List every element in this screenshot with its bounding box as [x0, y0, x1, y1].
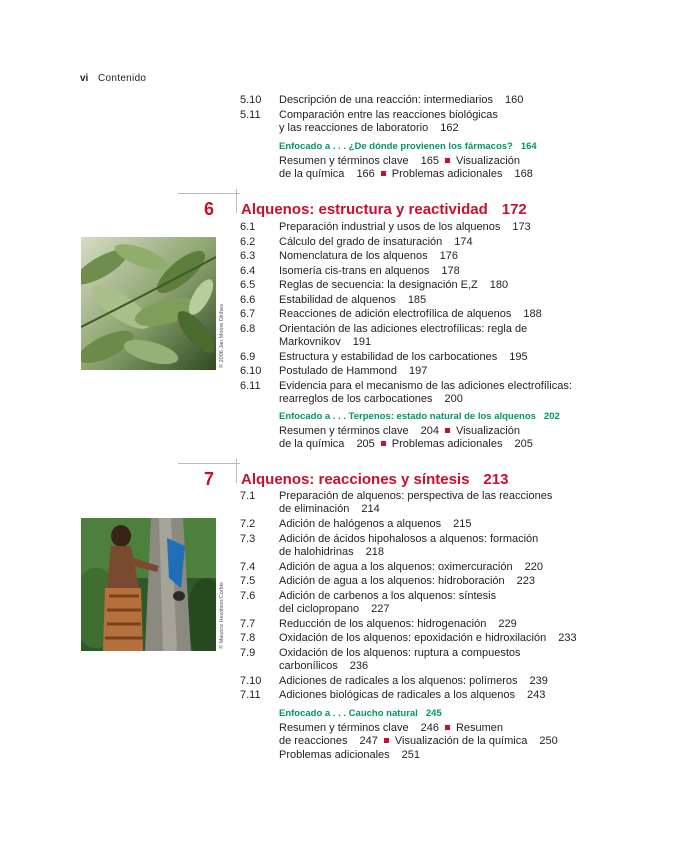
end-matter-label: Resumen — [455, 721, 504, 734]
toc-entry-page: 233 — [558, 632, 577, 644]
toc-entry-page: 173 — [512, 221, 531, 233]
end-matter-label: de la química — [279, 168, 345, 180]
toc-entry-line: Adiciones de radicales a los alquenos: polímeros 239 — [279, 674, 548, 687]
toc-entry-number: 7.8 — [240, 632, 256, 644]
focus-feature-text: Enfocado a . . . Caucho natural — [279, 707, 418, 719]
toc-entry-number: 7.5 — [240, 575, 256, 587]
toc-entry-number: 5.11 — [240, 108, 261, 121]
end-matter-label: Resumen y términos clave — [279, 424, 409, 437]
toc-entry-number: 6.7 — [240, 308, 256, 320]
toc-entry-number: 6.8 — [240, 322, 256, 335]
toc-entry-number: 7.2 — [240, 518, 256, 530]
end-matter-label: Problemas adicionales — [391, 438, 503, 450]
toc-entry-line: Comparación entre las reacciones biológicas — [279, 108, 498, 121]
toc-entry-line: de eliminación 214 — [279, 503, 380, 515]
toc-entry-line: Nomenclatura de los alquenos 176 — [279, 250, 458, 262]
toc-entry-line: Adición de agua a los alquenos: hidroboración 223 — [279, 575, 536, 587]
toc-entry-line: y las reacciones de laboratorio 162 — [279, 121, 459, 134]
toc-entry-text — [279, 279, 508, 292]
toc-entry-line: Adición de agua a los alquenos: oximercuración 220 — [279, 560, 543, 573]
toc-entry-number: 7.9 — [240, 646, 256, 659]
toc-entry-number: 7.1 — [240, 490, 256, 502]
chapter-6-photo-leaves — [81, 237, 216, 370]
end-matter-page: 205 — [356, 438, 375, 450]
end-matter-line[interactable] — [279, 749, 420, 762]
toc-entry-line: Oxidación de los alquenos: ruptura a compuestos — [279, 646, 521, 659]
focus-feature[interactable] — [279, 411, 560, 422]
toc-entry-text — [279, 380, 572, 406]
toc-entry-number: 6.11 — [240, 379, 261, 392]
focus-feature-text: Enfocado a . . . Terpenos: estado natural de los alquenos — [279, 410, 536, 422]
toc-entry-line: Postulado de Hammond 197 — [279, 365, 428, 377]
toc-entry-text — [279, 365, 427, 378]
toc-entry-line: Adición de ácidos hipohalosos a alquenos: formación — [279, 532, 539, 545]
toc-entry-page: 176 — [439, 250, 458, 262]
running-header-title: Contenido — [98, 73, 147, 84]
toc-entry-page: 236 — [349, 659, 369, 672]
toc-entry-text — [279, 323, 527, 349]
toc-entry-text — [279, 221, 531, 234]
toc-entry-number: 6.5 — [240, 279, 256, 291]
chapter-7-photo-credit: © Maurice Hewitson/Corbis — [219, 582, 225, 649]
chapter-6-page: 172 — [501, 201, 527, 218]
chapter-7-page: 213 — [483, 471, 509, 488]
toc-entry-page: 227 — [371, 602, 390, 615]
toc-entry-page: 243 — [527, 689, 546, 701]
page-numeral: vi — [80, 73, 89, 84]
toc-entry-page: 223 — [516, 575, 536, 587]
toc-entry-line: carbonílicos 236 — [279, 659, 369, 672]
toc-entry-text — [279, 647, 521, 673]
end-matter-label: Visualización — [455, 424, 520, 437]
end-matter-line[interactable] — [279, 155, 520, 168]
toc-entry-text — [279, 632, 577, 645]
toc-entry-line: Adición de carbenos a los alquenos: síntesis — [279, 589, 497, 602]
end-matter-page: 251 — [401, 748, 421, 761]
toc-entry-text — [279, 294, 426, 307]
chapter-7-title-text: Alquenos: reacciones y síntesis — [241, 471, 470, 488]
toc-entry-number: 5.10 — [240, 94, 262, 106]
focus-feature[interactable] — [279, 141, 537, 152]
focus-feature[interactable] — [279, 708, 442, 719]
toc-entry-text — [279, 561, 543, 574]
toc-entry-number: 6.3 — [240, 250, 256, 262]
toc-entry-line: Reducción de los alquenos: hidrogenación 229 — [279, 617, 517, 630]
chapter-7-number: 7 — [204, 469, 215, 489]
end-matter-page: 165 — [420, 154, 439, 167]
chapter-6-photo-credit: © 2006 Jan Moore Dinhes — [219, 304, 225, 368]
toc-entry-number: 7.4 — [240, 560, 256, 573]
end-matter-page: 205 — [514, 438, 533, 450]
toc-entry-page: 195 — [509, 350, 528, 363]
toc-entry-line: Adiciones biológicas de radicales a los alquenos 243 — [279, 689, 546, 701]
toc-entry-number: 7.7 — [240, 617, 256, 630]
toc-entry-page: 178 — [441, 264, 460, 277]
toc-entry-number: 6.6 — [240, 293, 256, 306]
toc-entry-line: Preparación de alquenos: perspectiva de las reacciones — [279, 490, 553, 502]
red-square-bullet-icon — [445, 158, 450, 163]
toc-entry-page: 180 — [489, 279, 509, 291]
chapter-7-rule-vertical — [236, 459, 237, 483]
toc-entry-page: 174 — [454, 235, 473, 248]
toc-entry-text — [279, 533, 538, 559]
toc-entry-page: 197 — [409, 365, 428, 377]
end-matter-label: Visualización de la química — [394, 735, 528, 747]
focus-feature-text: Enfocado a . . . ¿De dónde provienen los fármacos? — [279, 140, 513, 152]
toc-entry-page: 191 — [352, 335, 372, 348]
focus-feature-page: 164 — [520, 140, 537, 152]
end-matter-line[interactable] — [279, 425, 520, 438]
toc-entry-page: 188 — [523, 308, 542, 320]
red-square-bullet-icon — [381, 171, 386, 176]
toc-entry-line: Reacciones de adición electrofílica de alquenos 188 — [279, 308, 542, 320]
toc-entry-line: Descripción de una reacción: intermediarios 160 — [279, 94, 524, 106]
toc-entry-line: Orientación de las adiciones electrofílicas: regla de — [279, 322, 528, 335]
toc-entry-number: 6.9 — [240, 350, 256, 363]
focus-feature-page: 245 — [425, 707, 442, 719]
toc-entry-number: 6.2 — [240, 235, 256, 248]
toc-entry-text — [279, 94, 523, 107]
toc-entry-number: 7.11 — [240, 689, 261, 701]
end-matter-label: de la química — [279, 438, 345, 450]
toc-entry-line: Estructura y estabilidad de los carbocationes 195 — [279, 350, 528, 363]
toc-entry-number: 7.10 — [240, 674, 262, 687]
end-matter-page: 250 — [539, 735, 558, 747]
toc-entry-text — [279, 518, 471, 531]
toc-entry-line: Adición de halógenos a alquenos 215 — [279, 518, 472, 530]
toc-entry-page: 218 — [365, 545, 384, 558]
toc-entry-line: Evidencia para el mecanismo de las adiciones electrofílicas: — [279, 379, 572, 392]
toc-entry-text — [279, 250, 458, 263]
toc-entry-text — [279, 575, 535, 588]
chapter-6-rule-horizontal — [178, 193, 240, 194]
toc-entry-page: 185 — [407, 293, 427, 306]
end-matter-label: de reacciones — [279, 735, 348, 747]
toc-entry-number: 6.1 — [240, 221, 256, 233]
toc-entry-line: rearreglos de los carbocationes 200 — [279, 392, 463, 405]
toc-entry-text — [279, 590, 496, 616]
end-matter-line[interactable] — [279, 722, 503, 735]
red-square-bullet-icon — [445, 725, 450, 730]
toc-entry-text — [279, 351, 528, 364]
end-matter-label: Resumen y términos clave — [279, 721, 409, 734]
toc-entry-line: del ciclopropano 227 — [279, 602, 390, 615]
toc-entry-number: 6.10 — [240, 365, 262, 377]
end-matter-label: Visualización — [455, 154, 520, 167]
end-matter-page: 168 — [514, 168, 533, 180]
end-matter-label: Problemas adicionales — [391, 168, 503, 180]
toc-entry-page: 162 — [440, 121, 459, 134]
focus-feature-page: 202 — [543, 410, 560, 422]
toc-entry-line: Isomería cis-trans en alquenos 178 — [279, 264, 460, 277]
toc-entry-number: 7.3 — [240, 532, 256, 545]
toc-entry-number: 6.4 — [240, 264, 256, 277]
end-matter-line[interactable] — [279, 438, 533, 451]
toc-entry-text — [279, 618, 517, 631]
toc-entry-number: 7.6 — [240, 589, 256, 602]
toc-entry-text — [279, 265, 460, 278]
toc-entry-page: 200 — [444, 392, 463, 405]
toc-entry-page: 220 — [524, 560, 543, 573]
toc-entry-text — [279, 689, 545, 702]
toc-entry-text — [279, 308, 542, 321]
toc-entry-line: Cálculo del grado de insaturación 174 — [279, 235, 473, 248]
toc-entry-page: 229 — [498, 617, 517, 630]
toc-entry-text — [279, 236, 473, 249]
end-matter-line[interactable] — [279, 168, 533, 181]
toc-entry-text — [279, 490, 552, 516]
toc-entry-line: Oxidación de los alquenos: epoxidación e hidroxilación 233 — [279, 632, 577, 644]
toc-entry-line: Estabilidad de alquenos 185 — [279, 293, 427, 306]
chapter-6-title[interactable] — [241, 201, 527, 218]
toc-entry-line: de halohidrinas 218 — [279, 545, 384, 558]
chapter-6-number: 6 — [204, 199, 215, 219]
red-square-bullet-icon — [384, 738, 389, 743]
red-square-bullet-icon — [381, 441, 386, 446]
toc-entry-line: Reglas de secuencia: la designación E,Z 180 — [279, 279, 509, 291]
chapter-7-title[interactable] — [241, 471, 508, 488]
end-matter-page: 247 — [359, 735, 378, 747]
red-square-bullet-icon — [445, 428, 450, 433]
end-matter-page: 246 — [420, 721, 439, 734]
end-matter-page: 204 — [420, 424, 439, 437]
toc-entry-page: 214 — [361, 503, 380, 515]
toc-entry-line: Markovnikov 191 — [279, 335, 372, 348]
toc-entry-page: 215 — [453, 518, 472, 530]
toc-entry-text — [279, 675, 548, 688]
end-matter-label: Problemas adicionales — [279, 748, 390, 761]
end-matter-page: 166 — [356, 168, 375, 180]
end-matter-line[interactable] — [279, 735, 558, 748]
toc-entry-line: Preparación industrial y usos de los alquenos 173 — [279, 221, 531, 233]
toc-entry-text — [279, 109, 498, 135]
chapter-7-photo-rubber-tapper — [81, 518, 216, 651]
toc-entry-page: 160 — [505, 94, 524, 106]
toc-entry-page: 239 — [529, 674, 548, 687]
chapter-6-title-text: Alquenos: estructura y reactividad — [241, 201, 488, 218]
end-matter-label: Resumen y términos clave — [279, 154, 409, 167]
chapter-7-rule-horizontal — [178, 463, 240, 464]
chapter-6-rule-vertical — [236, 189, 237, 213]
